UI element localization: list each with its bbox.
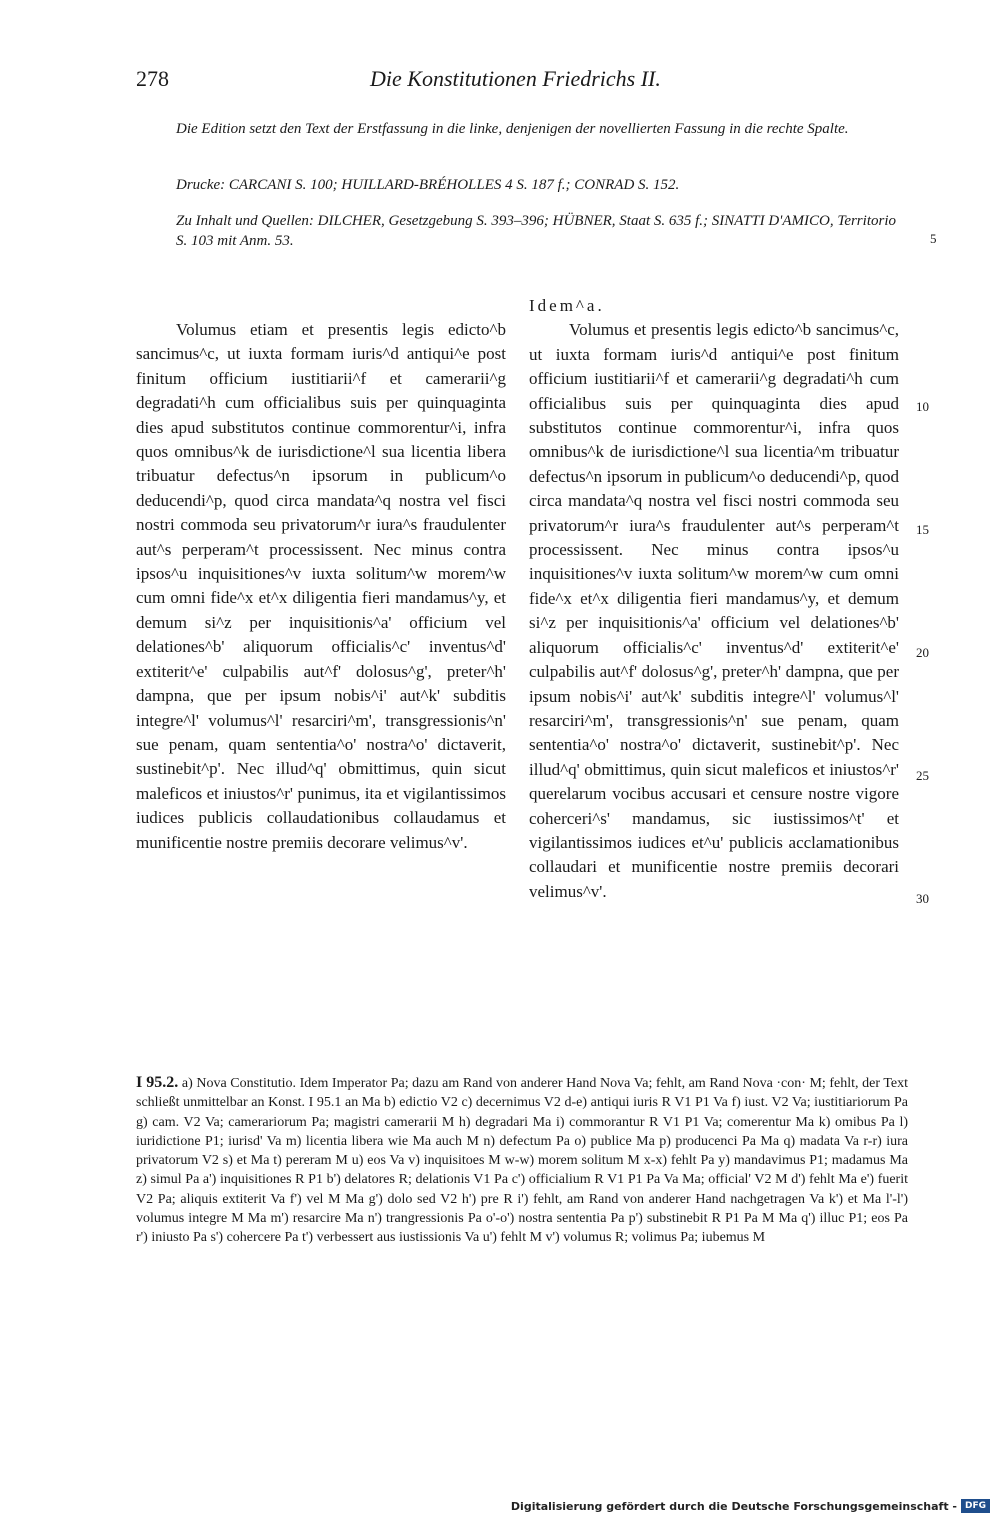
revised-version-text: Volumus et presentis legis edicto^b sancimus^c, ut iuxta formam iuris^d antiqui^e post finitum officium iustitiarii^f et camerarii^g degradati^h cum officialibus suis per quinquaginta dies apud substitutos continue commorentur^i, infra quos omnibus^k de iurisdictione^l sua licentia^m tribuatur defectus^n ipsorum in publicum^o deducendi^p, quod circa mandata^q nostra vel fisci nostri commoda seu privatorum^r iura^s fraudulenter aut^s perperam^t processissent. Nec minus contra ipsos^u inquisitiones^v iuxta solitum^w morem^w cum omni fide^x et^x diligentia fieri mandamus^y, et demum si^z per inquisitionis^a' officium vel delationes^b' aliquorum officialis^c' inventus^d' extiterit^e' culpabilis aut^f' dolosus^g', preter^h' dampna, que per ipsum nobis^i' aut^k' subditis integre^l' volumus^l' resarciri^m', transgressionis^n' sue penam, quam sententia^o' nostra^o' dictaverit, sustinebit^p'. Nec illud^q' obmittimus, quin sicut maleficos et iniustos^r' querelarum vocibus accusari et censure nostre vigore coherceri^s' mandamus, sic iustissimos^t' et vigilantissimos iudices et^u' publicis acclamationibus collaudari et munificentie nostre premiis decorari velimus^v'.	[529, 320, 899, 901]
running-title: Die Konstitutionen Friedrichs II.	[370, 66, 661, 91]
line-number: 20	[916, 645, 929, 660]
line-number: 15	[916, 522, 929, 537]
line-number: 5	[930, 231, 937, 246]
apparatus-text: a) Nova Constitutio. Idem Imperator Pa; dazu am Rand von anderer Hand Nova Va; fehlt, am Rand Nova ·con· M; fehlt, der Text schließt unmittelbar an Konst. I 95.1 an Ma b) edictio V2 c) decernimus V2 d-e) antiqui iuris R V1 P1 Va f) iust. V2 Va; iustitiariorum Pa g) cam. V2 Va; camerariorum Pa; magistri camerarii M h) degradari Ma i) commorantur R V1 P1 Va; comerentur Ma k) omibus Pa l) iuridictione P1; iurisd' Va m) licentia libera wie Ma auch M n) defectum Pa o) publice Ma p) producenci Pa Ma q) madata Va r-r) iura privatorum V2 s) et Ma t) pereram M u) eos Va v) inquisitoes M w-w) morem solitum M x-x) fehlt Pa y) mandavimus P1; madamus Ma z) simul Pa a') inquisitiones R P1 b') delatores R; delationis V1 Pa c') officialium R V1 P1 Pa Va Ma; official' V2 M d') fehlt Ma e') fuerit V2 Pa; aliquis extiterit Va f') vel M Ma g') dolo sed V2 h') pre R i') fehlt, am Rand von anderer Hand nachgetragen Va k') et Ma l'-l') volumus integre M Ma m') resarcire Ma n') trangressionis Pa o'-o') nostra sententia Pa p') substinebit R P1 Pa M Ma q') illuc P1; eos Pa r') iniusto Pa s') cohercere Pa t') verbessert aus iustissionis Va u') fehlt M v') volumus R; volimus Pa; iubemus M	[136, 1076, 909, 1246]
page-number: 278	[136, 66, 169, 91]
apparatus-siglum: I 95.2.	[136, 1074, 179, 1091]
line-number: 25	[916, 768, 929, 783]
edition-note: Die Edition setzt den Text der Erstfassung in die linke, denjenigen der novellierten Fassung in die rechte Spalte.	[176, 121, 849, 137]
dfg-logo-icon: DFG	[961, 1499, 990, 1513]
line-number: 10	[916, 399, 929, 414]
prints-note: Drucke: CARCANI S. 100; HUILLARD-BRÉHOLLES 4 S. 187 f.; CONRAD S. 152.	[176, 177, 680, 193]
funding-credit-text: Digitalisierung gefördert durch die Deutsche Forschungsgemeinschaft -	[510, 1499, 957, 1513]
sources-note: Zu Inhalt und Quellen: DILCHER, Gesetzgebung S. 393–396; HÜBNER, Staat S. 635 f.; SINATTI D'AMICO, Territorio S. 103 mit Anm. 53.	[176, 213, 896, 249]
funding-credit	[511, 1499, 990, 1513]
line-number: 30	[916, 891, 929, 906]
critical-apparatus	[136, 1073, 908, 1248]
revised-heading: Idem^a.	[529, 296, 605, 315]
first-version-text: Volumus etiam et presentis legis edicto^b sancimus^c, ut iuxta formam iuris^d antiqui^e post finitum officium iustitiarii^f et camerarii^g degradati^h cum officialibus suis per quinquaginta dies apud substitutos continue commorentur^i, infra quos omnibus^k de iurisdictione^l sua licentia libera tribuatur defectus^n ipsorum in publicum^o deducendi^p, quod circa mandata^q nostra vel fisci nostri commoda seu privatorum^r iura^s fraudulenter aut^s perperam^t processissent. Nec minus contra ipsos^u inquisitiones^v iuxta solitum^w morem^w cum omni fide^x et^x diligentia fieri mandamus^y, et demum si^z per inquisitionis^a' officium vel delationes^b' aliquorum officialis^c' inventus^d' extiterit^e' culpabilis aut^f' dolosus^g', preter^h' dampna, que per ipsum nobis^i' aut^k' subditis integre^l' volumus^l' resarciri^m', transgressionis^n' sue penam, quam sententia^o' nostra^o' dictaverit, sustinebit^p'. Nec illud^q' obmittimus, quin sicut maleficos et iniustos^r' punimus, ita et vigilantissimos iudices publicis collaudationibus collaudamus et munificentie nostre premiis decorare velimus^v'.	[136, 320, 506, 852]
revised-version-column	[529, 294, 899, 904]
first-version-column	[136, 318, 506, 855]
